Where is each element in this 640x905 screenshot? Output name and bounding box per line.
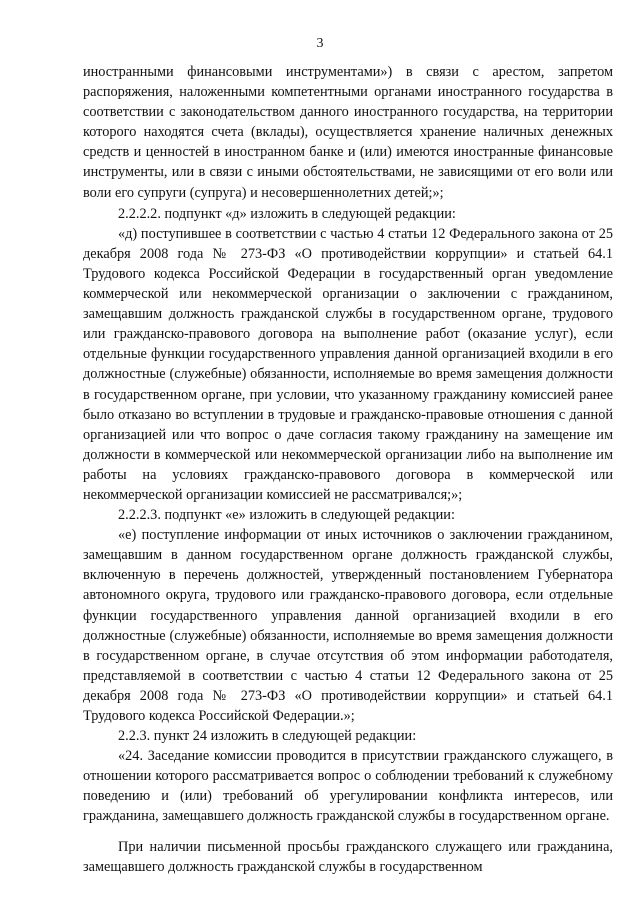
paragraph-written-request: При наличии письменной просьбы гражданского служащего или гражданина, замещавшего должность гражданской службы в государственном	[83, 838, 613, 875]
paragraph-subitem-e-heading: 2.2.2.3. подпункт «е» изложить в следующей редакции:	[118, 507, 455, 524]
page-number: 3	[316, 36, 324, 51]
paragraph-item-24-text: «24. Заседание комиссии проводится в присутствии гражданского служащего, в отношении которого рассматривается вопрос о соблюдении требований к служебному поведению и (или) требований об урегулировании конфликта интересов, или гражданина, замещавшего должность гражданской службы в государственном органе.	[83, 748, 613, 825]
paragraph-subitem-d-heading: 2.2.2.2. подпункт «д» изложить в следующей редакции:	[118, 205, 456, 222]
paragraph-subitem-d-text: «д) поступившее в соответствии с частью 4 статьи 12 Федерального закона от 25 декабря 2008 года № 273-ФЗ «О противодействии коррупции» и статьей 64.1 Трудового кодекса Российской Федерации в государственный орган уведомление коммерческой или некоммерческой организации о заключении с гражданином, замещавшим должность гражданской службы в государственном органе, трудового или гражданско-правового договора на выполнение работ (оказание услуг), если отдельные функции государственного управления данной организацией входили в его должностные (служебные) обязанности, исполняемые во время замещения должности в государственном органе, при условии, что указанному гражданину комиссией ранее было отказано во вступлении в трудовые и гражданско-правовые отношения с данной организацией или что вопрос о даче согласия такому гражданину на замещение им должности в коммерческой или некоммерческой организации либо на выполнение им работы на условиях гражданско-правового договора в коммерческой или некоммерческой организации комиссией не рассматривался;»;	[83, 225, 613, 503]
paragraph-subitem-e-text: «е) поступление информации от иных источников о заключении гражданином, замещавшим в данном государственном органе должность гражданской службы, включенную в перечень должностей, утвержденный постановлением Губернатора автономного округа, трудового или гражданско-правового договора, если отдельные функции государственного управления данной организацией входили в его должностные (служебные) обязанности, исполняемые во время замещения должности в государственном органе, в случае отсутствия об этом информации работодателя, представляемой в соответствии с частью 4 статьи 12 Федерального закона от 25 декабря 2008 года № 273-ФЗ «О противодействии коррупции» и статьей 64.1 Трудового кодекса Российской Федерации.»;	[83, 527, 613, 724]
paragraph-item-24-heading: 2.2.3. пункт 24 изложить в следующей редакции:	[118, 728, 417, 745]
paragraph-continuation: иностранными финансовыми инструментами») в связи с арестом, запретом распоряжения, наложенными компетентными органами иностранного государства в соответствии с законодательством данного иностранного государства, на территории которого находятся счета (вклады), осуществляется хранение наличных денежных средств и ценностей в иностранном банке и (или) имеются иностранные финансовые инструменты, или в связи с иными обстоятельствами, не зависящими от его воли или воли его супруги (супруга) и несовершеннолетних детей;»;	[83, 64, 613, 201]
document-body	[83, 62, 613, 877]
